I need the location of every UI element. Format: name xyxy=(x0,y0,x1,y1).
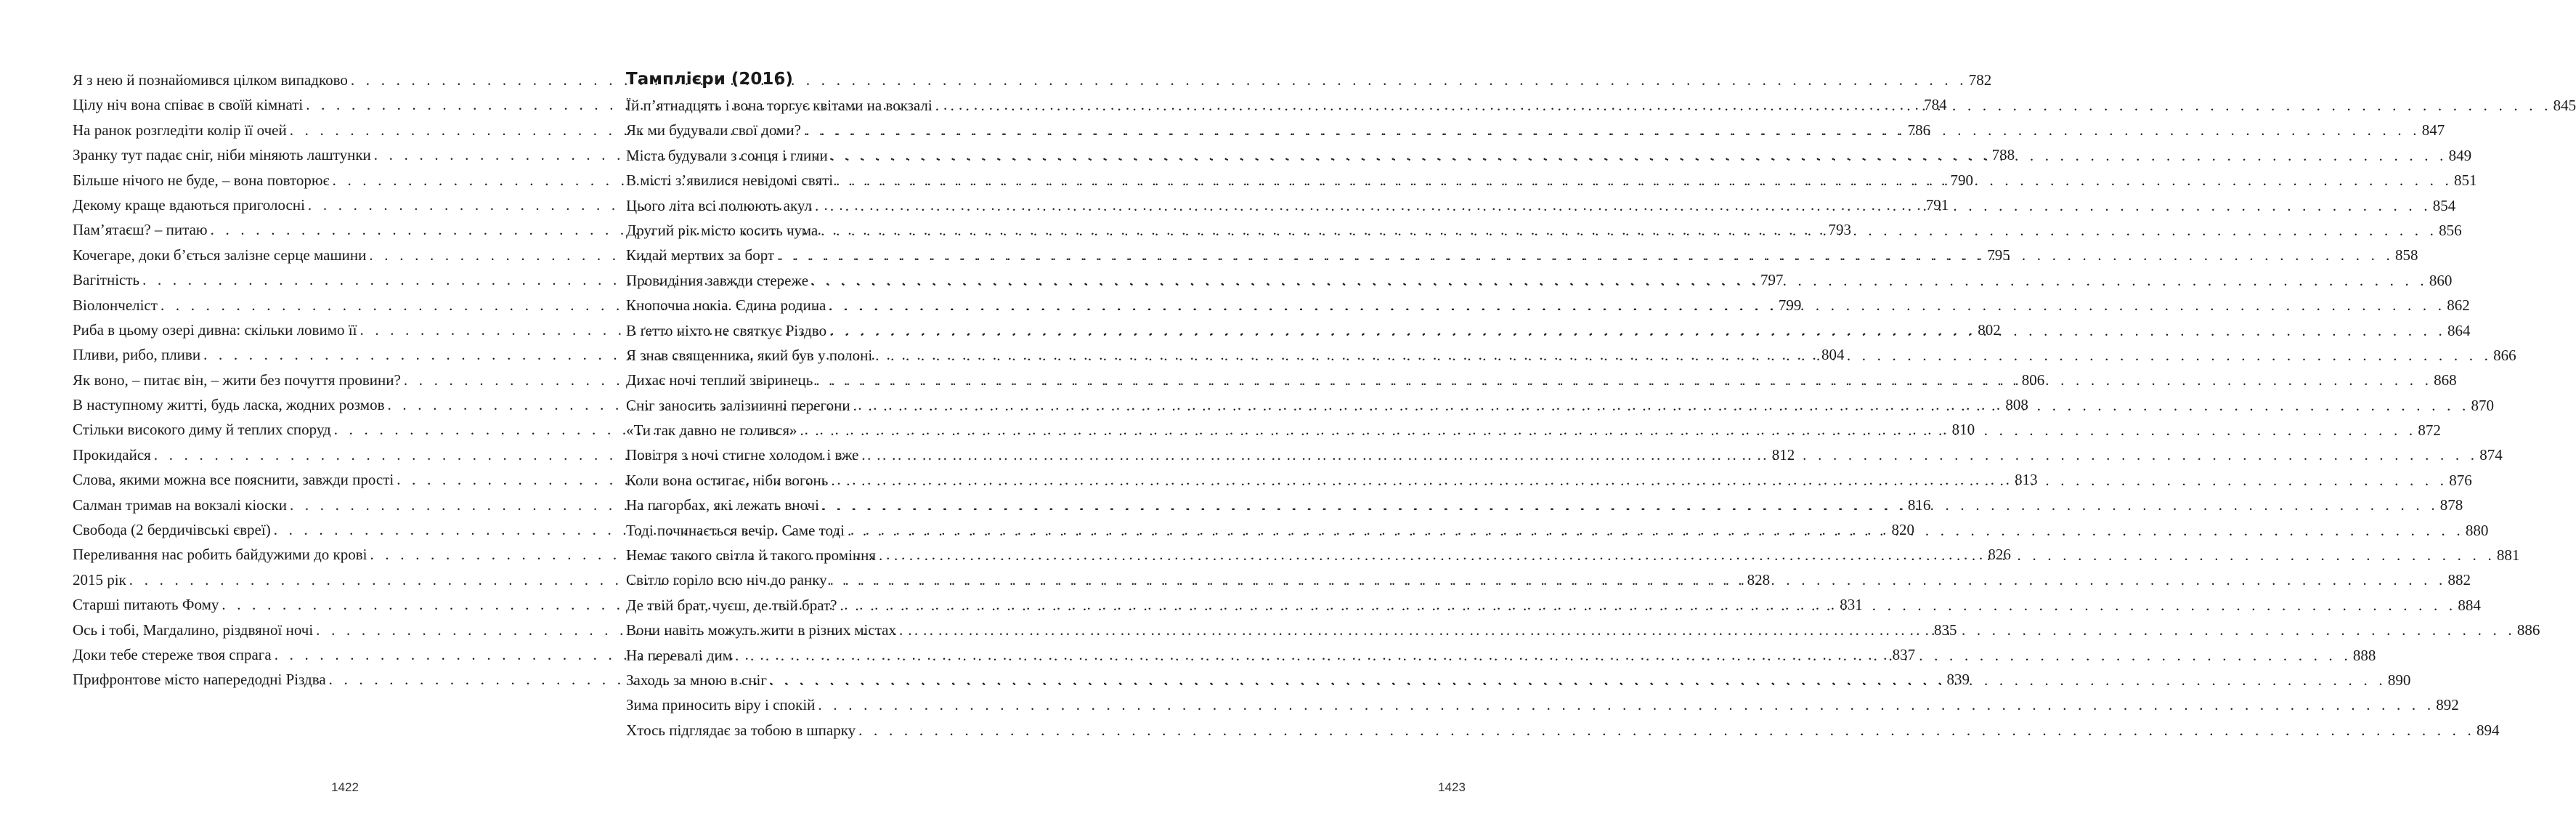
toc-entry-title: Як воно, – питає він, – жити без почуття провини? xyxy=(73,371,401,389)
toc-entry-title: Доки тебе стереже твоя спрага xyxy=(73,645,272,663)
toc-entry-title: Я знав священника, який був у полоні xyxy=(626,346,873,364)
toc-entry-page: 876 xyxy=(2449,471,2472,489)
toc-entry-title: Цього літа всі полюють акул xyxy=(626,196,812,214)
toc-entry-title: Хтось підглядає за тобою в шпарку xyxy=(626,721,856,739)
toc-entry-page: 804 xyxy=(1821,346,1845,364)
dot-leader xyxy=(875,343,2492,368)
toc-entry-page: 892 xyxy=(2436,696,2459,714)
dot-leader xyxy=(831,468,2447,493)
toc-entry-title: Кнопочна нокіа. Єдина родина xyxy=(626,296,826,315)
toc-entry-page: 831 xyxy=(1840,596,1863,614)
toc-entry-page: 881 xyxy=(2496,546,2520,565)
dot-leader xyxy=(804,118,2421,142)
toc-entry-title: «Ти так давно не голився» xyxy=(626,421,797,440)
toc-entry-title: Сніг заносить залізничні перегони xyxy=(626,396,850,414)
dot-leader xyxy=(777,243,2394,267)
toc-entry-page: 795 xyxy=(1987,246,2010,264)
toc-entry-page: 888 xyxy=(2352,646,2376,664)
toc-entry-title: Міста будували з сонця і глини xyxy=(626,146,828,164)
toc-entry-title: Цілу ніч вона співає в своїй кімнаті xyxy=(73,96,304,114)
toc-entry-page: 878 xyxy=(2439,496,2463,514)
toc-entry-title: Кочегаре, доки б’ється залізне серце машини xyxy=(73,246,367,264)
toc-entry-title: Декому краще вдаються приголосні xyxy=(73,195,305,214)
dot-leader xyxy=(351,68,1967,92)
toc-entry-title: Віолончеліст xyxy=(73,296,158,314)
toc-entry-title: Салман тримав на вокзалі кіоски xyxy=(73,496,287,514)
dot-leader xyxy=(735,643,2352,668)
toc-entry-page: 786 xyxy=(1907,121,1931,139)
toc-entry-page: 860 xyxy=(2429,271,2453,289)
toc-entry-title: Немає такого світла й такого проміння xyxy=(626,546,877,565)
page-number-right: 1423 xyxy=(1438,780,1466,794)
dot-leader xyxy=(836,168,2453,193)
toc-entry-page: 862 xyxy=(2447,296,2470,315)
toc-entry-page: 816 xyxy=(1907,496,1931,514)
dot-leader xyxy=(879,543,2495,567)
toc-entry-page: 810 xyxy=(1951,421,1975,439)
toc-entry-page: 868 xyxy=(2434,371,2457,389)
dot-leader xyxy=(858,718,2475,743)
toc-entry-title: Провидіння завжди стереже xyxy=(626,271,809,289)
toc-entry-page: 797 xyxy=(1760,271,1784,289)
toc-entry-title: Старші питають Фому xyxy=(73,596,219,614)
toc-entry-page: 851 xyxy=(2453,171,2477,190)
toc-entry-title: В місті з’явилися невідомі святі xyxy=(626,171,834,190)
toc-entry-page: 890 xyxy=(2387,671,2411,689)
toc-entry-page: 812 xyxy=(1771,445,1795,464)
dot-leader xyxy=(770,668,2386,692)
toc-entry-title: Переливання нас робить байдужими до крові xyxy=(73,546,367,564)
toc-entry-title: Заходь за мною в сніг xyxy=(626,671,767,689)
toc-entry-page: 854 xyxy=(2432,196,2456,214)
toc-entry-page: 791 xyxy=(1925,195,1949,214)
dot-leader xyxy=(811,268,2428,293)
toc-entry-page: 813 xyxy=(2015,471,2038,489)
toc-entry-title: Дихає ночі теплий звіринець xyxy=(626,371,813,389)
toc-entry-title: На перевалі дим xyxy=(626,646,733,664)
dot-leader xyxy=(830,567,2447,592)
toc-entry-title: Вагітність xyxy=(73,271,140,289)
toc-entry-title: В ґетто ніхто не святкує Різдво xyxy=(626,321,827,339)
toc-entry-page: 864 xyxy=(2447,321,2471,339)
toc-entry-page: 808 xyxy=(2005,396,2028,414)
dot-leader xyxy=(800,418,2417,442)
toc-entry-page: 782 xyxy=(1968,71,1992,89)
toc-entry xyxy=(626,718,2500,743)
dot-leader xyxy=(821,218,2437,243)
toc-entry-page: 880 xyxy=(2465,521,2489,539)
toc-entry-page: 793 xyxy=(1828,221,1851,239)
toc-entry-title: Вони навіть можуть жити в різних містах xyxy=(626,621,896,639)
toc-entry-title: Світло горіло всю ніч до ранку xyxy=(626,571,827,589)
dot-leader xyxy=(831,143,2447,168)
toc-entry-title: Риба в цьому озері дивна: скільки ловимо її xyxy=(73,320,357,339)
toc-entry-title: В наступному житті, будь ласка, жодних розмов xyxy=(73,396,385,414)
page-number-left: 1422 xyxy=(331,780,359,794)
toc-entry-title: Зранку тут падає сніг, ніби міняють лаштунки xyxy=(73,146,371,164)
toc-entry-title: Пливи, рибо, пливи xyxy=(73,346,201,364)
dot-leader xyxy=(848,518,2464,543)
toc-entry-title: Другий рік місто косить чума xyxy=(626,221,818,239)
toc-entry-title: Тоді починається вечір. Саме тоді xyxy=(626,521,845,539)
toc-entry-page: 828 xyxy=(1747,570,1771,589)
toc-entry-page: 849 xyxy=(2448,146,2472,164)
toc-entry-title: На ранок розгледіти колір її очей xyxy=(73,121,287,139)
toc-entry-page: 870 xyxy=(2471,396,2494,414)
toc-entry-page: 835 xyxy=(1934,620,1957,639)
toc-entry-page: 872 xyxy=(2418,421,2441,440)
dot-leader xyxy=(829,293,2445,318)
toc-entry-page: 806 xyxy=(2021,371,2045,389)
toc-entry-page: 886 xyxy=(2516,621,2540,639)
toc-entry-title: Більше нічого не буде, – вона повторює xyxy=(73,171,330,189)
dot-leader xyxy=(840,593,2457,618)
dot-leader xyxy=(816,368,2432,392)
toc-entry-page: 856 xyxy=(2439,221,2462,239)
toc-entry-page: 874 xyxy=(2479,446,2503,464)
dot-leader xyxy=(935,93,2552,118)
toc-entry-page: 845 xyxy=(2553,97,2576,114)
toc-entry-title: Свобода (2 бердичівські євреї) xyxy=(73,521,271,539)
toc-entry-title: Повітря з ночі стигне холодом і вже xyxy=(626,446,859,464)
toc-entry-page: 784 xyxy=(1924,96,1947,114)
toc-entry-title: Стільки високого диму й теплих споруд xyxy=(73,421,331,439)
toc-entry-page: 866 xyxy=(2493,346,2516,364)
dot-leader xyxy=(822,493,2439,517)
dot-leader xyxy=(899,618,2516,642)
toc-entry-page: 894 xyxy=(2477,721,2500,739)
toc-entry-page: 858 xyxy=(2394,246,2418,264)
toc-entry-page: 799 xyxy=(1778,296,1802,314)
toc-entry-title: Я з нею й познайомився цілком випадково xyxy=(73,71,348,89)
toc-entry-title: Коли вона остигає, ніби вогонь xyxy=(626,471,829,489)
toc-entry-page: 839 xyxy=(1946,671,1970,689)
toc-entry-title: Де твій брат, чуєш, де твій брат? xyxy=(626,596,837,614)
toc-entry-title: Прифронтове місто напередодні Різдва xyxy=(73,671,326,689)
toc-entry-page: 826 xyxy=(1988,546,2011,564)
toc-entry-title: Пам’ятаєш? – питаю xyxy=(73,221,208,239)
toc-entry-page: 820 xyxy=(1891,521,1915,539)
toc-entry-title: Як ми будували свої доми? xyxy=(626,121,801,140)
toc-entry-page: 837 xyxy=(1892,645,1916,663)
dot-leader xyxy=(853,393,2470,418)
toc-entry-page: 884 xyxy=(2458,596,2481,614)
toc-entry-title: На пагорбах, які лежать вночі xyxy=(626,496,819,514)
toc-entry-title: Слова, якими можна все пояснити, завжди прості xyxy=(73,471,394,489)
toc-entry-title: Кидай мертвих за борт xyxy=(626,246,775,264)
toc-entry xyxy=(626,692,2459,717)
dot-leader xyxy=(829,318,2446,343)
toc-entry-title: Їй п’ятнадцять і вона торгує квітами на вокзалі xyxy=(626,97,933,114)
section-heading: Тамплієри (2016) xyxy=(626,70,793,89)
toc-entry-title: Ось і тобі, Магдалино, різдвяної ночі xyxy=(73,620,314,639)
toc-entry-page: 847 xyxy=(2421,121,2445,140)
toc-entry-title: 2015 рік xyxy=(73,570,126,589)
toc-entry-page: 790 xyxy=(1950,171,1973,189)
toc-entry-page: 802 xyxy=(1978,320,2001,339)
toc-entry-title: Зима приносить віру і спокій xyxy=(626,696,816,714)
dot-leader xyxy=(818,692,2434,717)
toc-entry-title: Прокидайся xyxy=(73,445,151,464)
dot-leader xyxy=(815,193,2431,218)
toc-entry-page: 882 xyxy=(2447,571,2471,589)
dot-leader xyxy=(861,442,2478,467)
toc-entry-page: 788 xyxy=(1991,146,2015,164)
